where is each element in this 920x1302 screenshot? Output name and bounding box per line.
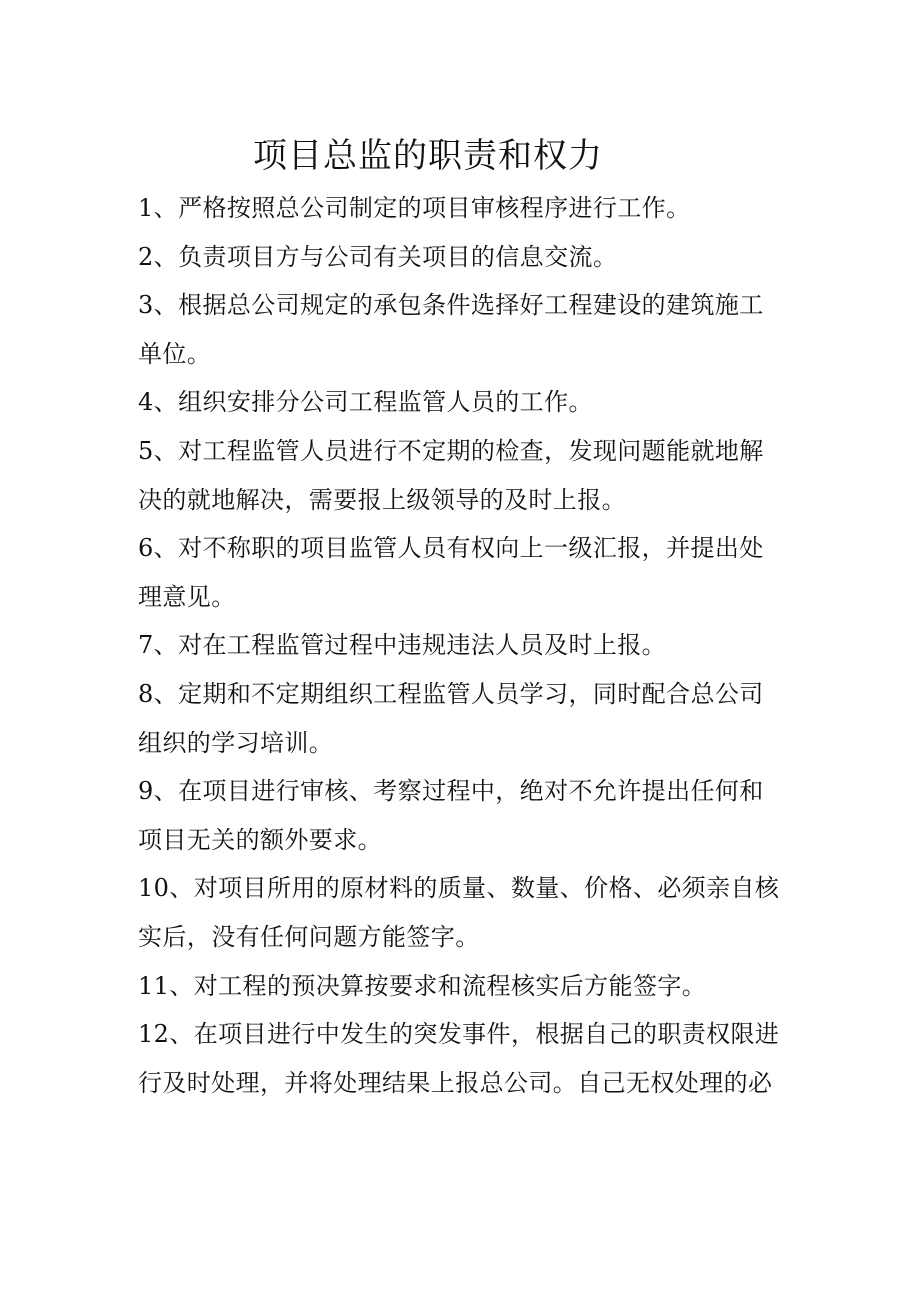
clause-item: 8、定期和不定期组织工程监管人员学习，同时配合总公司组织的学习培训。 xyxy=(138,679,764,757)
clause-item: 10、对项目所用的原材料的质量、数量、价格、必须亲自核实后，没有任何问题方能签字。 xyxy=(138,874,780,951)
clause-list xyxy=(138,184,788,1107)
clause-item: 5、对工程监管人员进行不定期的检查，发现问题能就地解决的就地解决，需要报上级领导的及时上报。 xyxy=(138,436,764,514)
clause-item: 11、对工程的预决算按要求和流程核实后方能签字。 xyxy=(138,971,707,1000)
clause-item: 1、严格按照总公司制定的项目审核程序进行工作。 xyxy=(138,194,691,222)
document-title: 项目总监的职责和权力 xyxy=(253,136,603,176)
clause-item: 6、对不称职的项目监管人员有权向上一级汇报，并提出处理意见。 xyxy=(138,534,764,611)
clause-item: 9、在项目进行审核、考察过程中，绝对不允许提出任何和项目无关的额外要求。 xyxy=(138,777,764,854)
clause-item: 4、组织安排分公司工程监管人员的工作。 xyxy=(138,388,593,417)
clause-item: 12、在项目进行中发生的突发事件，根据自己的职责权限进行及时处理，并将处理结果上报总公司。自己无权处理的必 xyxy=(138,1020,780,1097)
clause-item: 3、根据总公司规定的承包条件选择好工程建设的建筑施工单位。 xyxy=(138,291,764,368)
clause-item: 2、负责项目方与公司有关项目的信息交流。 xyxy=(138,242,618,271)
clause-item: 7、对在工程监管过程中违规违法人员及时上报。 xyxy=(138,631,667,660)
